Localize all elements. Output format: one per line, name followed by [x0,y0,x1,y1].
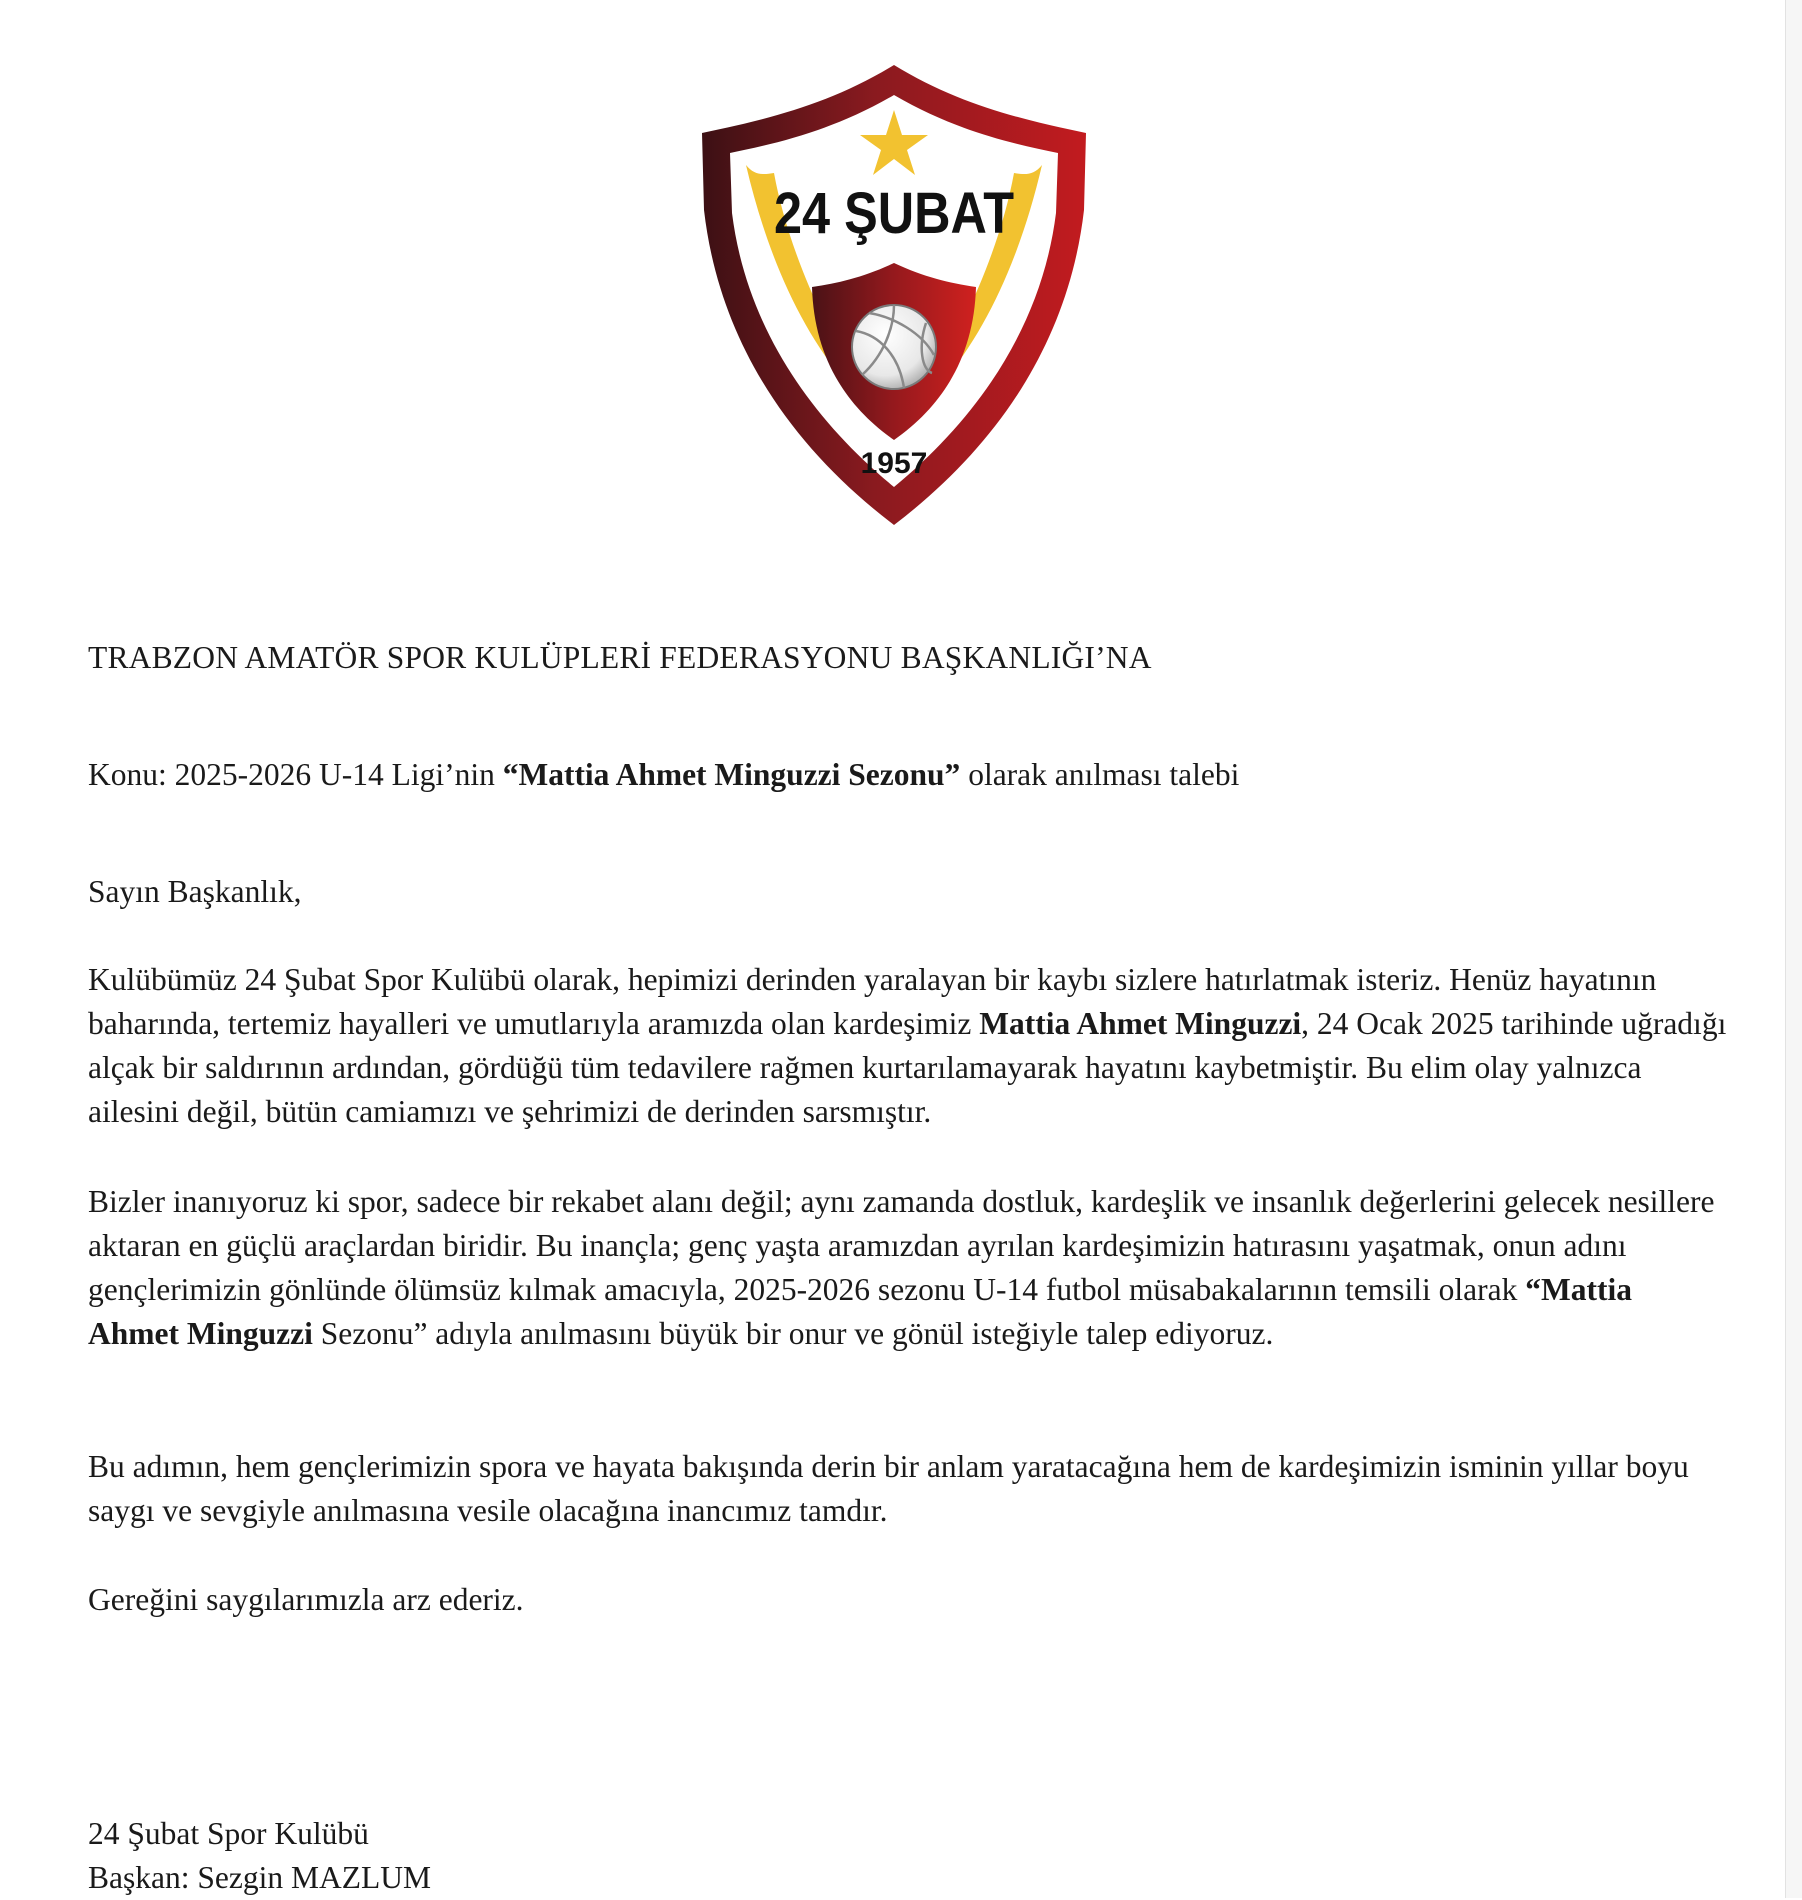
paragraph-3: Bu adımın, hem gençlerimizin spora ve hayata bakışında derin bir anlam yaratacağına hem de kardeşimizin isminin yıllar boyu saygı ve sevgiyle anılmasına vesile olacağına inancımız tamdır. [88,1449,1689,1528]
subject-bold: “Mattia Ahmet Minguzzi Sezonu” [502,757,961,792]
paragraph-2-bold: “Mattia Ahmet Minguzzi [88,1272,1632,1351]
club-crest-icon [694,55,1094,535]
closing-line: Gereğini saygılarımızla arz ederiz. [88,1582,524,1617]
subject-prefix: Konu: 2025-2026 U-14 Ligi’nin [88,757,503,792]
paragraph-1 [88,958,1728,1134]
recipient-line: TRABZON AMATÖR SPOR KULÜPLERİ FEDERASYONU BAŞKANLIĞI’NA [88,640,1152,675]
logo-title: 24 ŞUBAT [774,181,1014,246]
paragraph-2 [88,1180,1728,1356]
volleyball-icon [852,305,936,389]
subject-suffix: olarak anılması talebi [960,757,1240,792]
paragraph-1-bold: Mattia Ahmet Minguzzi [979,1006,1302,1041]
signature-club: 24 Şubat Spor Kulübü [88,1816,369,1851]
subject-line [88,753,1239,797]
paragraph-2-part2: Sezonu” adıyla anılmasını büyük bir onur ve gönül isteğiyle talep ediyoruz. [312,1316,1274,1351]
paragraph-1-part2: , 24 Ocak 2025 tarihinde uğradığı alçak bir saldırının ardından, gördüğü tüm tedavilere rağmen kurtarılamayarak hayatını kaybetmiştir. Bu elim olay yalnızca ailesini değil, bütün camiamızı ve şehrimizi de derinden sarsmıştır. [88,1006,1727,1129]
logo-year: 1957 [860,447,928,480]
signature-block [88,1812,431,1900]
page-edge [1785,0,1802,1898]
club-logo [694,55,1094,535]
signature-president: Başkan: Sezgin MAZLUM [88,1860,431,1895]
paragraph-2-part1: Bizler inanıyoruz ki spor, sadece bir rekabet alanı değil; aynı zamanda dostluk, kardeşlik ve insanlık değerlerini gelecek nesillere aktaran en güçlü araçlardan biridir. Bu inançla; genç yaşta aramızdan ayrılan kardeşimizin hatırasını yaşatmak, onun adını gençlerimizin gönlünde ölümsüz kılmak amacıyla, 2025-2026 sezonu U-14 futbol müsabakalarının temsili olarak [88,1184,1715,1307]
paragraph-1-part1: Kulübümüz 24 Şubat Spor Kulübü olarak, hepimizi derinden yaralayan bir kaybı sizlere hatırlatmak isteriz. Henüz hayatının baharında, tertemiz hayalleri ve umutlarıyla aramızda olan kardeşimiz [88,962,1657,1041]
greeting: Sayın Başkanlık, [88,874,302,909]
